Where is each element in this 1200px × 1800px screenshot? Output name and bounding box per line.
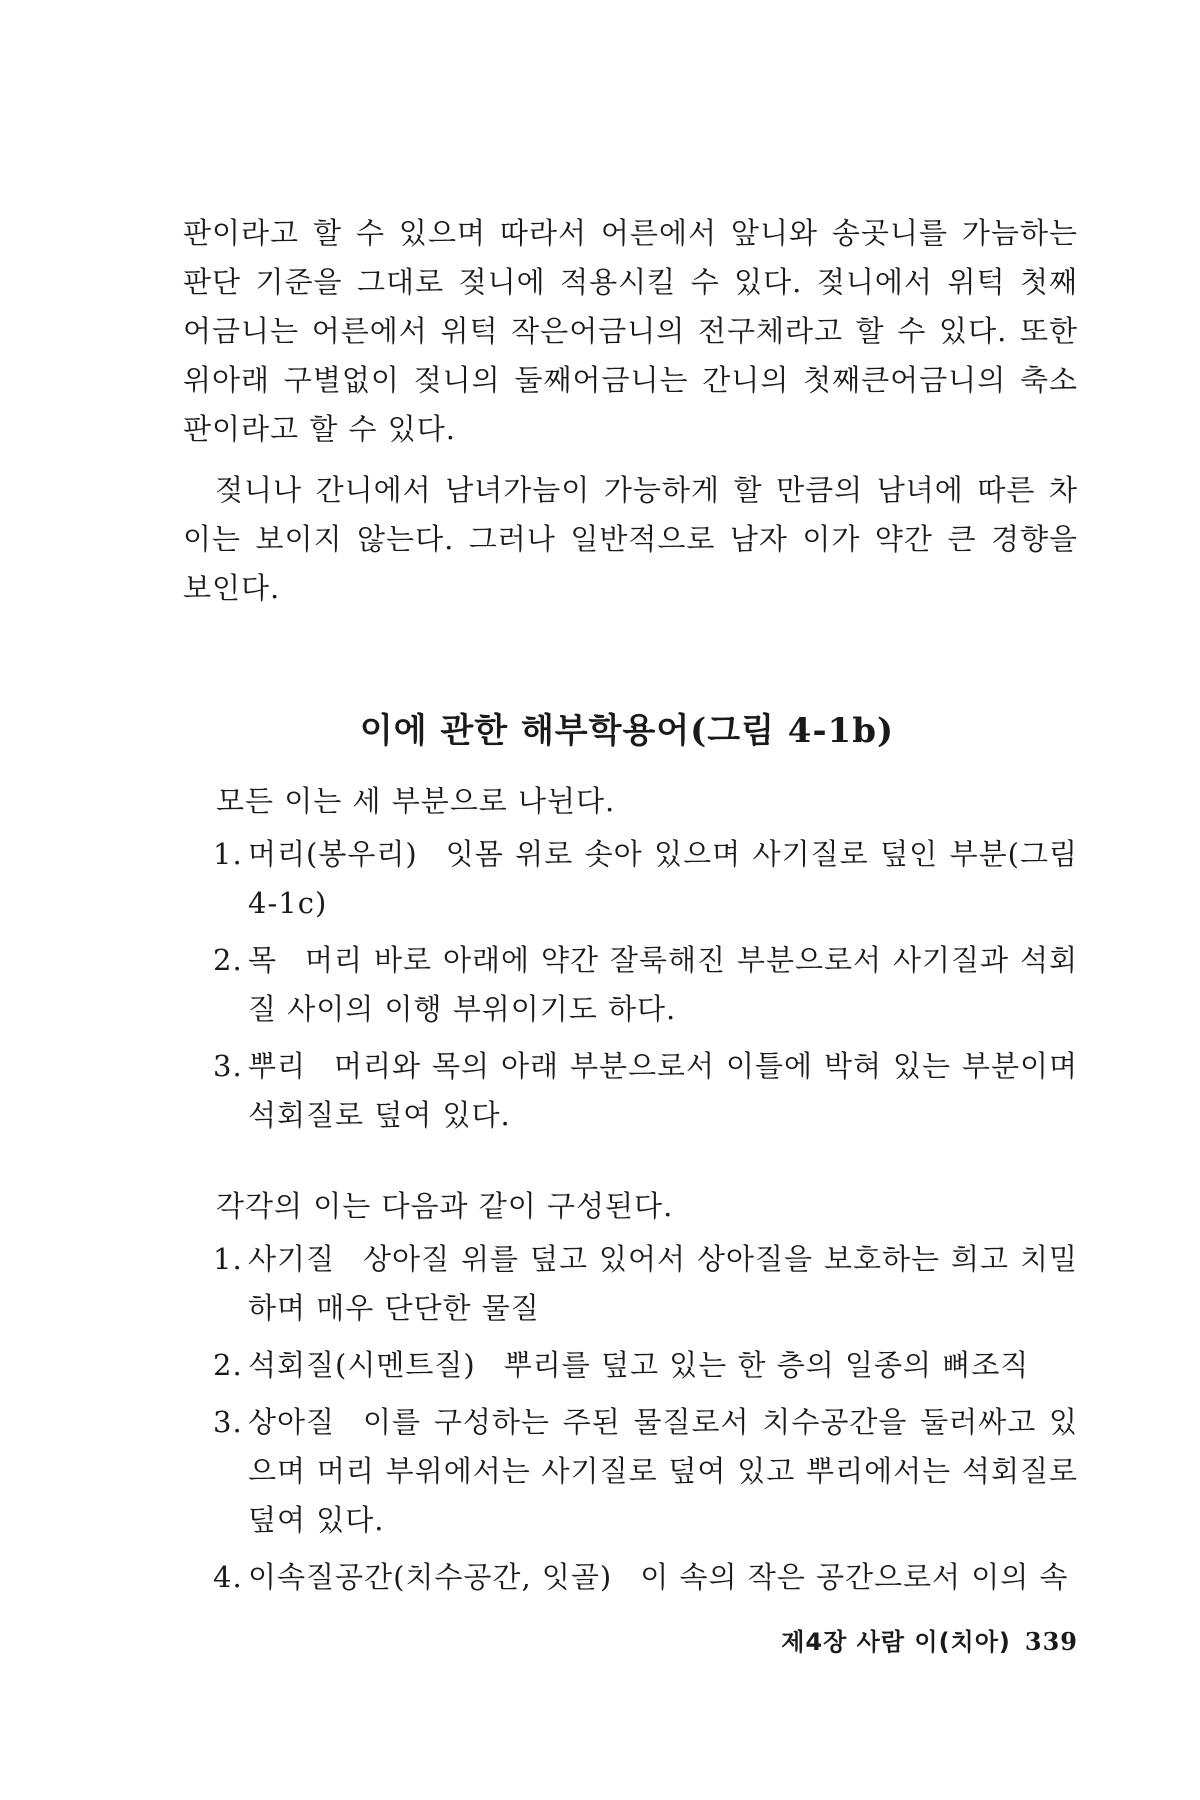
list-item — [213, 1398, 1078, 1545]
list-item — [213, 1341, 1078, 1390]
body-paragraph: 젖니나 간니에서 남녀가늠이 가능하게 할 만큼의 남녀에 따른 차이는 보이지 않는다. 그러나 일반적으로 남자 이가 약간 큰 경향을 보인다. — [183, 473, 1078, 605]
running-head: 제4장 사람 이(치아) — [781, 1628, 1011, 1656]
item-number: 2. — [213, 943, 243, 977]
list-item — [213, 830, 1078, 928]
list-item — [213, 1042, 1078, 1140]
item-number: 3. — [213, 1049, 243, 1083]
parts-intro: 모든 이는 세 부분으로 나뉜다. — [216, 784, 616, 818]
list-item — [213, 936, 1078, 1034]
item-number: 2. — [213, 1348, 243, 1382]
page-footer — [781, 1622, 1078, 1657]
item-text: 머리와 목의 아래 부분으로서 이틀에 박혀 있는 부분이며 석회질로 덮여 있다. — [248, 1049, 1078, 1132]
page-number: 339 — [1024, 1627, 1078, 1656]
body-paragraph: 판이라고 할 수 있으며 따라서 어른에서 앞니와 송곳니를 가늠하는 판단 기준을 그대로 젖니에 적용시킬 수 있다. 젖니에서 위턱 첫째 어금니는 어른에서 위턱 작은어금니의 전구체라고 할 수 있다. 또한 위아래 구별없이 젖니의 둘째어금니는 간니의 첫째큰어금니의 축소판이라고 할 수 있다. — [183, 216, 1078, 446]
item-term: 목 — [248, 943, 278, 977]
item-text: 이 속의 작은 공간으로서 이의 속 — [640, 1560, 1069, 1594]
item-number: 1. — [213, 1242, 243, 1276]
item-term: 석회질(시멘트질) — [248, 1348, 476, 1382]
parts-list — [213, 830, 1078, 1148]
list-item — [213, 1553, 1078, 1602]
item-term: 사기질 — [248, 1242, 336, 1276]
item-term: 상아질 — [248, 1405, 336, 1439]
item-term: 이속질공간(치수공간, 잇골) — [248, 1560, 613, 1594]
section-heading: 이에 관한 해부학용어(그림 4-1b) — [359, 711, 895, 752]
item-text: 머리 바로 아래에 약간 잘룩해진 부분으로서 사기질과 석회질 사이의 이행 부위이기도 하다. — [248, 943, 1078, 1026]
item-text: 이를 구성하는 주된 물질로서 치수공간을 둘러싸고 있으며 머리 부위에서는 사기질로 덮여 있고 뿌리에서는 석회질로 덮여 있다. — [248, 1405, 1078, 1537]
item-number: 3. — [213, 1405, 243, 1439]
composition-list — [213, 1235, 1078, 1610]
item-number: 4. — [213, 1560, 243, 1594]
item-number: 1. — [213, 837, 243, 871]
list-item — [213, 1235, 1078, 1333]
item-term: 머리(봉우리) — [248, 837, 418, 871]
item-text: 상아질 위를 덮고 있어서 상아질을 보호하는 희고 치밀하며 매우 단단한 물질 — [248, 1242, 1078, 1325]
composition-intro: 각각의 이는 다음과 같이 구성된다. — [216, 1189, 674, 1223]
item-text: 뿌리를 덮고 있는 한 층의 일종의 뼈조직 — [503, 1348, 1030, 1382]
item-term: 뿌리 — [248, 1049, 307, 1083]
item-text: 잇몸 위로 솟아 있으며 사기질로 덮인 부분(그림 4-1c) — [248, 837, 1078, 920]
